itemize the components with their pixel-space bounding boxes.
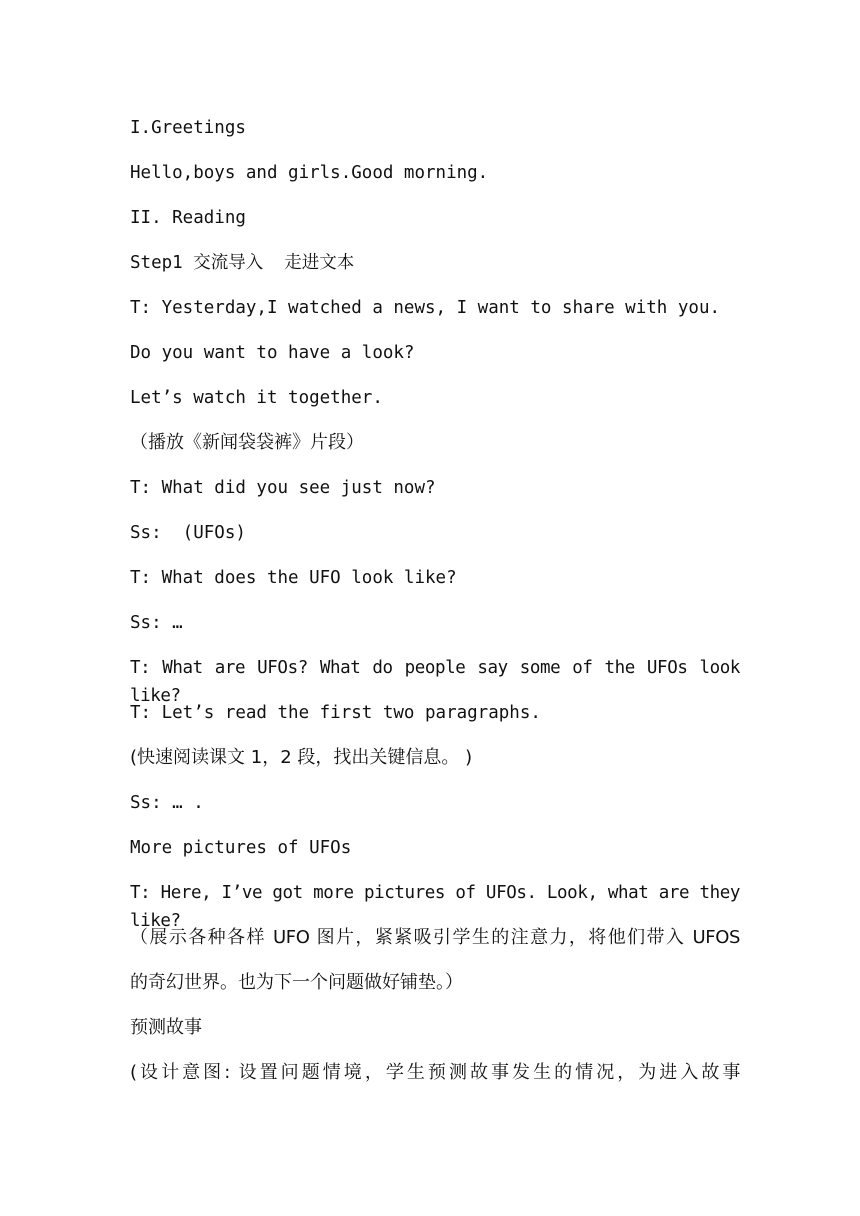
dialogue-line: Let’s watch it together. — [130, 388, 383, 408]
dialogue-line: T: What are UFOs? What do people say some of the UFOs look like? — [130, 658, 740, 706]
greeting-line: Hello,boys and girls.Good morning. — [130, 163, 489, 183]
step-heading: Step1 交流导入 走进文本 — [130, 253, 355, 273]
dialogue-line: Ss: (UFOs) — [130, 523, 246, 543]
dialogue-line: Do you want to have a look? — [130, 343, 415, 363]
dialogue-line: T: What did you see just now? — [130, 478, 436, 498]
design-note: (设计意图: 设置问题情境，学生预测故事发生的情况，为进入故事 — [130, 1062, 740, 1083]
stage-direction: 的奇幻世界。也为下一个问题做好铺垫。） — [130, 972, 463, 993]
section-heading: More pictures of UFOs — [130, 838, 352, 858]
dialogue-line: T: Let’s read the first two paragraphs. — [130, 703, 541, 723]
stage-direction: （展示各种各样 UFO 图片，紧紧吸引学生的注意力，将他们带入 UFOS — [130, 927, 740, 948]
dialogue-line: Ss: … — [130, 613, 183, 633]
dialogue-line: T: What does the UFO look like? — [130, 568, 457, 588]
dialogue-line: T: Here, I’ve got more pictures of UFOs. Look, what are they like? — [130, 883, 740, 931]
section-heading: 预测故事 — [130, 1017, 202, 1038]
dialogue-line: T: Yesterday,I watched a news, I want to share with you. — [130, 298, 721, 318]
dialogue-line: Ss: … . — [130, 793, 204, 813]
document-body — [130, 114, 740, 1104]
stage-direction: （播放《新闻袋袋裤》片段） — [130, 432, 364, 453]
heading-reading: II. Reading — [130, 208, 246, 228]
heading-greetings: I.Greetings — [130, 118, 246, 138]
stage-direction: (快速阅读课文 1，2 段，找出关键信息。 ) — [130, 747, 473, 768]
